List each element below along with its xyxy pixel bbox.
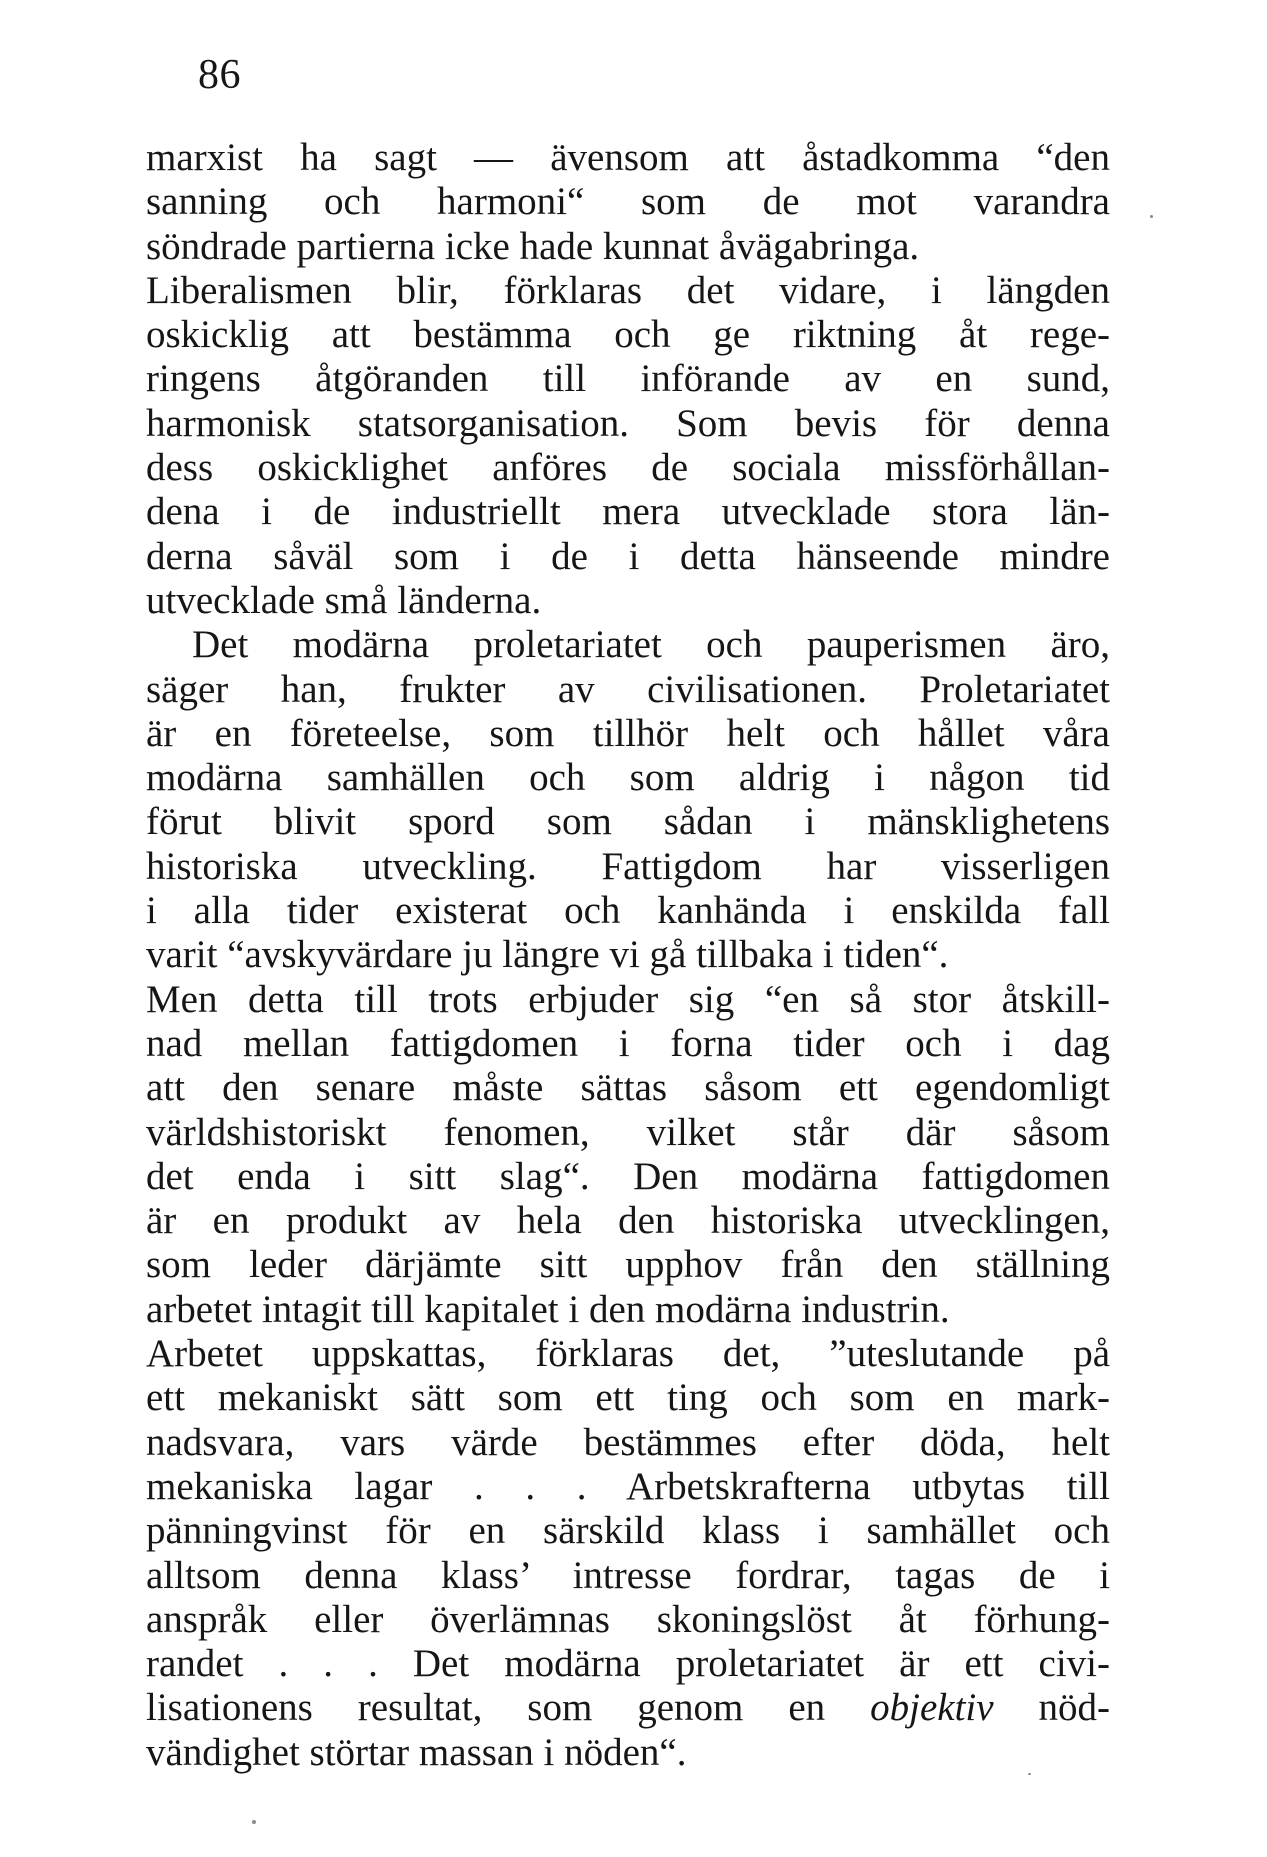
text-line: ringens åtgöranden till införande av en sund, [146,357,1110,401]
text-line: oskicklig att bestämma och ge riktning åt rege- [146,313,1110,357]
text-line: historiska utveckling. Fattigdom har visserligen [146,844,1110,888]
text-line: pänningvinst för en särskild klass i samhället och [146,1509,1110,1553]
body-text [146,136,1110,1775]
text-line: utvecklade små länderna. [146,578,542,622]
text-line: harmonisk statsorganisation. Som bevis för denna [146,401,1110,445]
text-line: världshistoriskt fenomen, vilket står där såsom [146,1110,1110,1154]
text-line: nadsvara, vars värde bestämmes efter döda, helt [146,1420,1110,1464]
text-line: anspråk eller överlämnas skoningslöst åt förhung- [146,1597,1110,1641]
text-line: dena i de industriellt mera utvecklade stora län- [146,490,1110,534]
text-line: förut blivit spord som sådan i mänsklighetens [146,800,1110,844]
text-line: marxist ha sagt — ävensom att åstadkomma “den [146,136,1110,179]
text-line: mekaniska lagar . . . Arbetskrafterna utbytas till [146,1464,1110,1508]
text-line: det enda i sitt slag“. Den modärna fattigdomen [146,1154,1110,1198]
text-line: Liberalismen blir, förklaras det vidare, i längden [146,268,1110,312]
text-line: i alla tider existerat och kanhända i enskilda fall [146,889,1110,933]
text-line: Men detta till trots erbjuder sig “en så stor åtskill- [146,977,1110,1021]
text-line: varit “avskyvärdare ju längre vi gå tillbaka i tiden“. [146,933,949,977]
text-segment: lisationens resultat, som genom en [146,1686,871,1730]
italic-word: objektiv [870,1686,994,1730]
text-line: nad mellan fattigdomen i forna tider och i dag [146,1021,1110,1065]
text-line: att den senare måste sättas såsom ett egendomligt [146,1066,1110,1110]
text-line: säger han, frukter av civilisationen. Proletariatet [146,667,1110,711]
text-line: derna såväl som i de i detta hänseende mindre [146,534,1110,578]
text-line: sanning och harmoni“ som de mot varandra [146,180,1110,224]
text-line: alltsom denna klass’ intresse fordrar, tagas de i [146,1553,1110,1597]
text-line: randet . . . Det modärna proletariatet är ett civi- [146,1642,1110,1686]
page-number: 86 [198,52,241,98]
text-line: söndrade partierna icke hade kunnat åvägabringa. [146,224,920,268]
text-line: arbetet intagit till kapitalet i den modärna industrin. [146,1287,950,1331]
text-line [146,1686,1110,1730]
text-segment: nöd- [993,1686,1110,1730]
text-line: ett mekaniskt sätt som ett ting och som en mark- [146,1376,1110,1420]
scan-speck [252,1820,256,1824]
text-line: är en produkt av hela den historiska utvecklingen, [146,1199,1110,1243]
text-line: vändighet störtar massan i nöden“. [146,1730,687,1774]
scan-speck [1028,1773,1031,1775]
scan-speck [1150,215,1153,218]
text-line: dess oskicklighet anföres de sociala missförhållan- [146,446,1110,490]
text-line: är en företeelse, som tillhör helt och hållet våra [146,711,1110,755]
text-line: Det modärna proletariatet och pauperismen äro, [192,623,1110,667]
text-line: som leder därjämte sitt upphov från den ställning [146,1243,1110,1287]
text-line: Arbetet uppskattas, förklaras det, ”uteslutande på [146,1332,1110,1376]
text-line: modärna samhällen och som aldrig i någon tid [146,756,1110,800]
